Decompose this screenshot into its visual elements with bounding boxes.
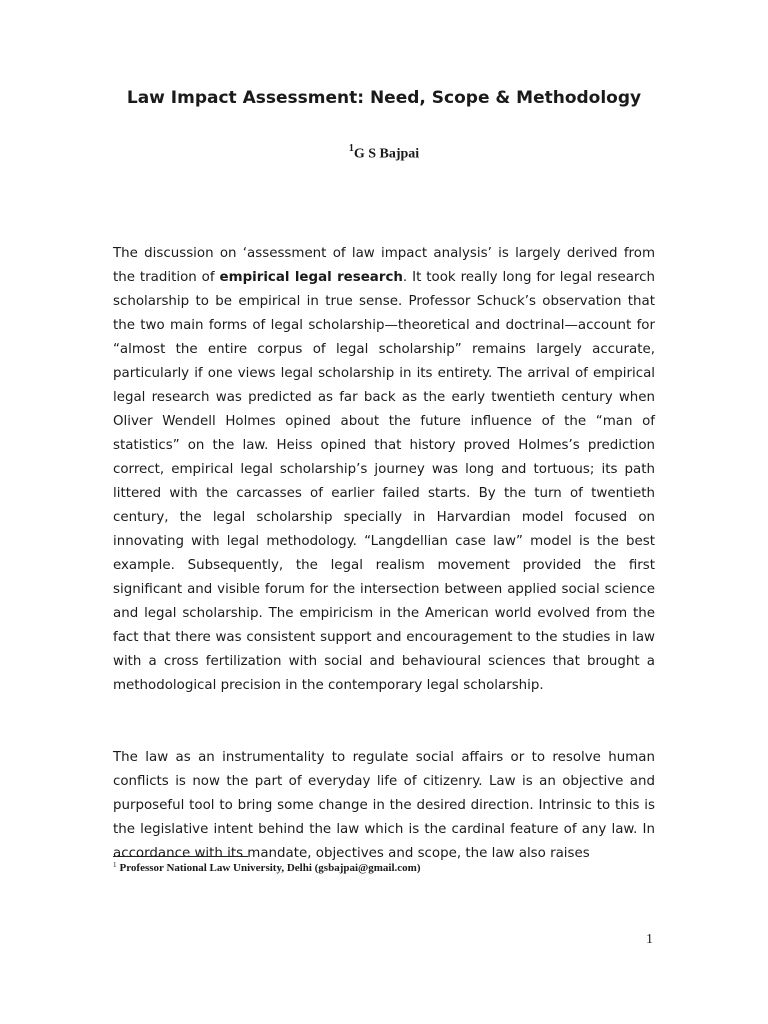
page-number: 1 (646, 932, 653, 947)
footnote-marker: 1 (113, 861, 117, 869)
document-title: Law Impact Assessment: Need, Scope & Methodology (126, 88, 642, 108)
emphasis-empirical-legal-research: empirical legal research (219, 270, 403, 285)
author-name: G S Bajpai (353, 146, 420, 162)
body-paragraph-1 (113, 242, 655, 698)
author-line (0, 144, 768, 163)
paragraph-1-text-rest: . It took really long for legal research scholarship to be empirical in true sense. Professor Schuck’s observation that the two main forms of legal scholarship—theoretical and doctrinal—account for “almost the entire corpus of legal scholarship” remains largely accurate, particularly if one views legal scholarship in its entirety. The arrival of empirical legal research was predicted as far back as the early twentieth century when Oliver Wendell Holmes opined about the future influence of the “man of statistics” on the law. Heiss opined that history proved Holmes’s prediction correct, empirical legal scholarship’s journey was long and tortuous; its path littered with the carcasses of earlier failed starts. By the turn of twentieth century, the legal scholarship specially in Harvardian model focused on innovating with legal methodology. “Langdellian case law” model is the best example. Subsequently, the legal realism movement provided the first significant and visible forum for the intersection between applied social science and legal scholarship. The empiricism in the American world evolved from the fact that there was consistent support and encouragement to the studies in law with a cross fertilization with social and behavioural sciences that brought a methodological precision in the contemporary legal scholarship. (113, 270, 655, 693)
body-paragraph-2: The law as an instrumentality to regulate social affairs or to resolve human conflicts is now the part of everyday life of citizenry. Law is an objective and purposeful tool to bring some change in the desired direction. Intrinsic to this is the legislative intent behind the law which is the cardinal feature of any law. In accordance with its mandate, objectives and scope, the law also raises (113, 750, 655, 861)
footnote-divider (113, 856, 248, 857)
footnote (113, 861, 673, 874)
paragraph-1-text-start: The discussion on ‘assessment of law impact analysis’ is largely derived from the tradition of (113, 246, 655, 285)
author-footnote-marker: 1 (348, 143, 354, 154)
footnote-text: Professor National Law University, Delhi (gsbajpai@gmail.com) (119, 862, 421, 874)
